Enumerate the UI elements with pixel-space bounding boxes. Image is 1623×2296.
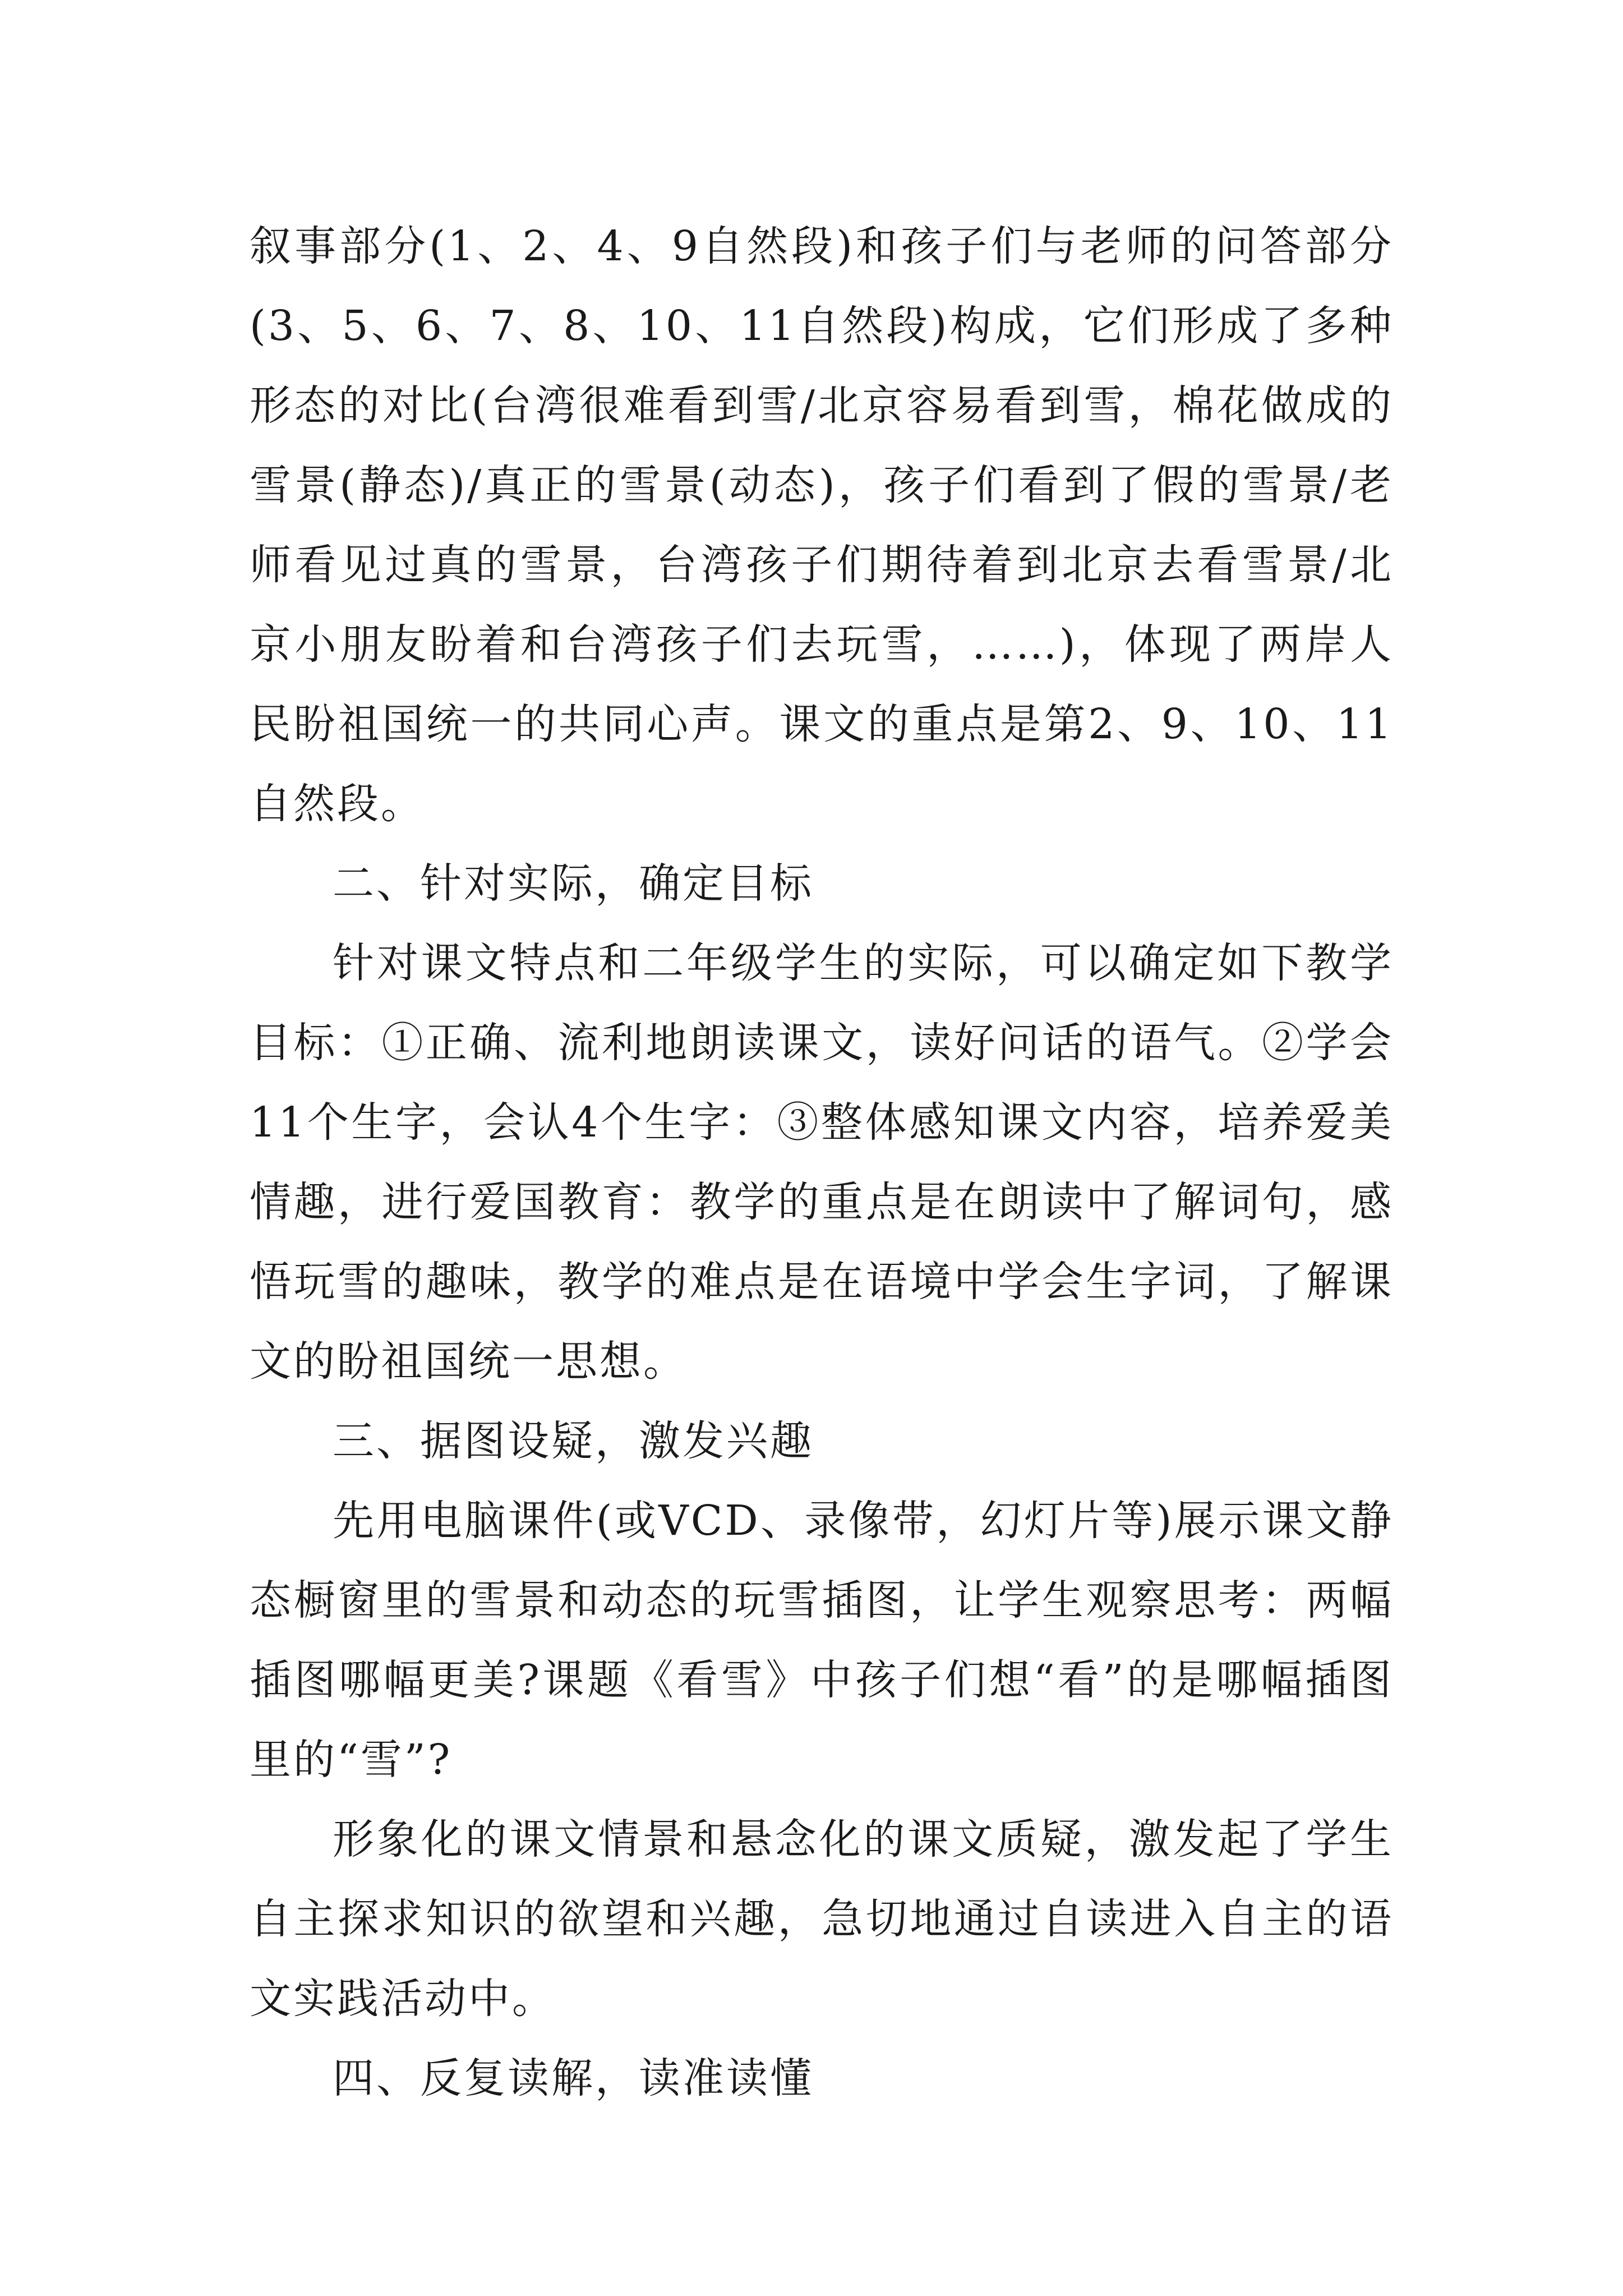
section-heading-3: 三、据图设疑，激发兴趣 bbox=[333, 1417, 814, 1465]
section-heading-2: 二、针对实际，确定目标 bbox=[333, 859, 814, 908]
paragraph-motivation: 形象化的课文情景和悬念化的课文质疑，激发起了学生自主探求知识的欲望和兴趣，急切地通过自读进入自主的语文实践活动中。 bbox=[250, 1815, 1394, 2023]
section-heading-4: 四、反复读解，读准读懂 bbox=[333, 2054, 814, 2102]
document-body bbox=[250, 206, 1394, 2118]
paragraph-teaching-goals: 针对课文特点和二年级学生的实际，可以确定如下教学目标：①正确、流利地朗读课文，读好问话的语气。②学会11个生字，会认4个生字：③整体感知课文内容，培养爱美情趣，进行爱国教育：教学的重点是在朗读中了解词句，感悟玩雪的趣味，教学的难点是在语境中学会生字词，了解课文的盼祖国统一思想。 bbox=[250, 939, 1394, 1386]
paragraph-narrative-structure: 叙事部分(1、2、4、9自然段)和孩子们与老师的问答部分(3、5、6、7、8、10、11自然段)构成，它们形成了多种形态的对比(台湾很难看到雪/北京容易看到雪，棉花做成的雪景(静态)/真正的雪景(动态)，孩子们看到了假的雪景/老师看见过真的雪景，台湾孩子们期待着到北京去看雪景/北京小朋友盼着和台湾孩子们去玩雪，……)，体现了两岸人民盼祖国统一的共同心声。课文的重点是第2、9、10、11自然段。 bbox=[250, 222, 1394, 828]
paragraph-courseware-intro: 先用电脑课件(或VCD、录像带，幻灯片等)展示课文静态橱窗里的雪景和动态的玩雪插图，让学生观察思考：两幅插图哪幅更美?课题《看雪》中孩子们想“看”的是哪幅插图里的“雪”? bbox=[250, 1497, 1394, 1784]
